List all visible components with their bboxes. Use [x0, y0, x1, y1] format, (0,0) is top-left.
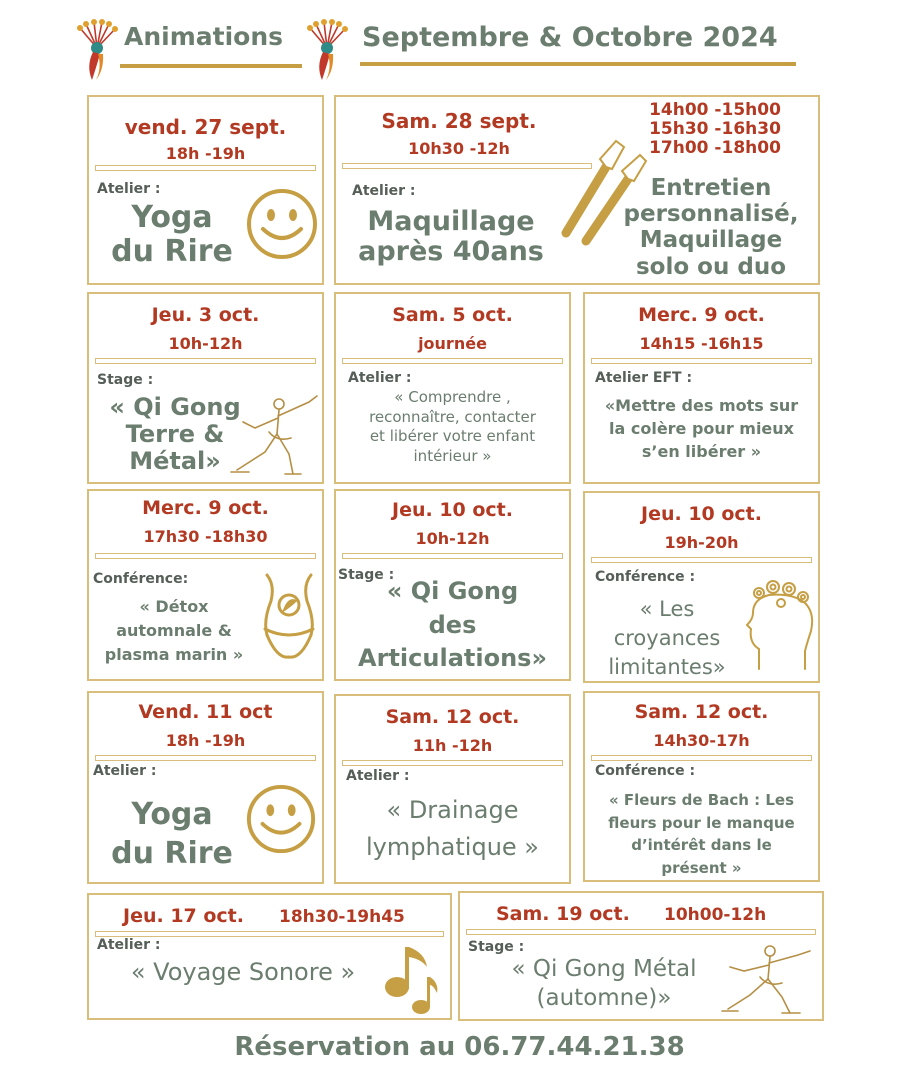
event-date: Sam. 12 oct.	[385, 706, 520, 728]
divider	[95, 358, 316, 364]
event-date: Sam. 12 oct.	[634, 701, 769, 723]
event-card	[334, 694, 571, 884]
event-title: « Comprendre , reconnaître, contacter et libérer votre enfant intérieur »	[369, 388, 536, 465]
header-title-right: Septembre & Octobre 2024	[362, 22, 778, 53]
event-kind: Stage :	[97, 372, 154, 388]
event-title: Yoga du Rire	[111, 200, 233, 269]
divider	[591, 557, 812, 563]
event-title: « Qi Gong Métal (automne)»	[511, 956, 697, 1011]
event-kind: Atelier :	[352, 183, 416, 199]
qigong-figure-icon	[720, 941, 816, 1017]
event-kind: Atelier :	[348, 370, 412, 386]
header-underline-left	[120, 64, 302, 68]
event-extra-title: Entretien personnalisé, Maquillage solo ou duo	[623, 175, 799, 280]
divider	[591, 358, 812, 364]
peacock-logo-icon	[72, 18, 122, 84]
qigong-figure-icon	[229, 392, 321, 478]
head-swirls-icon	[745, 579, 819, 671]
event-date: Jeu. 17 oct.	[123, 905, 244, 927]
event-date: Merc. 9 oct.	[638, 304, 765, 326]
event-time: 14h30-17h	[653, 731, 750, 750]
smiley-icon	[245, 187, 319, 261]
event-kind: Atelier :	[97, 181, 161, 197]
event-kind: Conférence:	[93, 571, 189, 587]
event-card	[87, 95, 324, 285]
event-date: vend. 27 sept.	[124, 115, 287, 139]
music-note-icon	[383, 939, 441, 1019]
event-date: Jeu. 10 oct.	[392, 499, 513, 521]
event-card	[87, 292, 324, 484]
event-title: «Mettre des mots sur la colère pour mieux s’en libérer »	[604, 396, 799, 462]
event-card	[334, 292, 571, 484]
divider	[591, 755, 812, 761]
event-time: 11h -12h	[412, 736, 493, 755]
divider	[342, 358, 563, 364]
event-time: journée	[418, 334, 487, 353]
event-card	[87, 893, 452, 1020]
event-title: « Drainage lymphatique »	[365, 796, 539, 862]
divider	[95, 755, 316, 761]
event-time: 18h -19h	[165, 731, 246, 750]
event-kind: Atelier :	[93, 763, 157, 779]
event-date: Sam. 28 sept.	[381, 109, 537, 133]
event-kind: Stage :	[468, 939, 525, 955]
divider	[95, 165, 316, 171]
event-card	[334, 489, 571, 681]
event-date: Sam. 5 oct.	[392, 304, 513, 326]
reservation-phone: Réservation au 06.77.44.21.38	[234, 1032, 685, 1062]
event-time: 17h30 -18h30	[143, 527, 268, 546]
event-date: Sam. 19 oct.	[496, 903, 630, 925]
event-extra-times: 14h00 -15h00 15h30 -16h30 17h00 -18h00	[649, 100, 781, 159]
event-card	[583, 292, 820, 484]
header-title-left: Animations	[124, 22, 284, 51]
divider	[95, 553, 316, 559]
divider	[466, 929, 816, 935]
event-kind: Atelier EFT :	[595, 370, 693, 386]
event-card	[583, 691, 820, 882]
smiley-icon	[245, 783, 317, 855]
event-title: « Qi Gong des Articulations»	[358, 577, 547, 673]
event-time: 10h00-12h	[664, 905, 767, 925]
event-time: 18h -19h	[165, 144, 246, 163]
event-time: 10h-12h	[168, 334, 243, 353]
event-title: « Qi Gong Terre & Métal»	[109, 393, 241, 475]
belly-icon	[257, 571, 321, 661]
event-date: Jeu. 3 oct.	[151, 304, 260, 326]
divider	[342, 553, 563, 559]
header	[0, 0, 919, 90]
event-date: Merc. 9 oct.	[142, 497, 269, 519]
event-date: Vend. 11 oct	[138, 701, 273, 723]
event-kind: Atelier :	[97, 937, 161, 953]
event-time: 18h30-19h45	[279, 907, 405, 927]
event-title: « Voyage Sonore »	[130, 958, 356, 986]
event-title: « Les croyances limitantes»	[608, 597, 726, 679]
event-kind: Conférence :	[595, 569, 696, 585]
header-underline-right	[360, 62, 796, 66]
event-date: Jeu. 10 oct.	[641, 503, 762, 525]
event-time: 10h-12h	[415, 529, 490, 548]
event-title: « Détox automnale & plasma marin »	[104, 597, 244, 664]
event-title: « Fleurs de Bach : Les fleurs pour le manque d’intérêt dans le présent »	[608, 791, 795, 877]
event-time: 14h15 -16h15	[639, 334, 764, 353]
peacock-logo-icon	[302, 18, 352, 84]
event-card	[87, 691, 324, 884]
event-kind: Conférence :	[595, 763, 696, 779]
divider	[342, 760, 563, 766]
event-card	[583, 491, 820, 683]
event-kind: Atelier :	[346, 768, 410, 784]
event-time: 19h-20h	[664, 533, 739, 552]
event-title: Maquillage après 40ans	[358, 206, 544, 268]
event-kind: Stage :	[338, 567, 395, 583]
event-time: 10h30 -12h	[408, 139, 510, 158]
event-title: Yoga du Rire	[111, 797, 233, 871]
event-card	[87, 489, 324, 681]
event-card	[458, 891, 824, 1021]
event-card	[334, 95, 820, 285]
